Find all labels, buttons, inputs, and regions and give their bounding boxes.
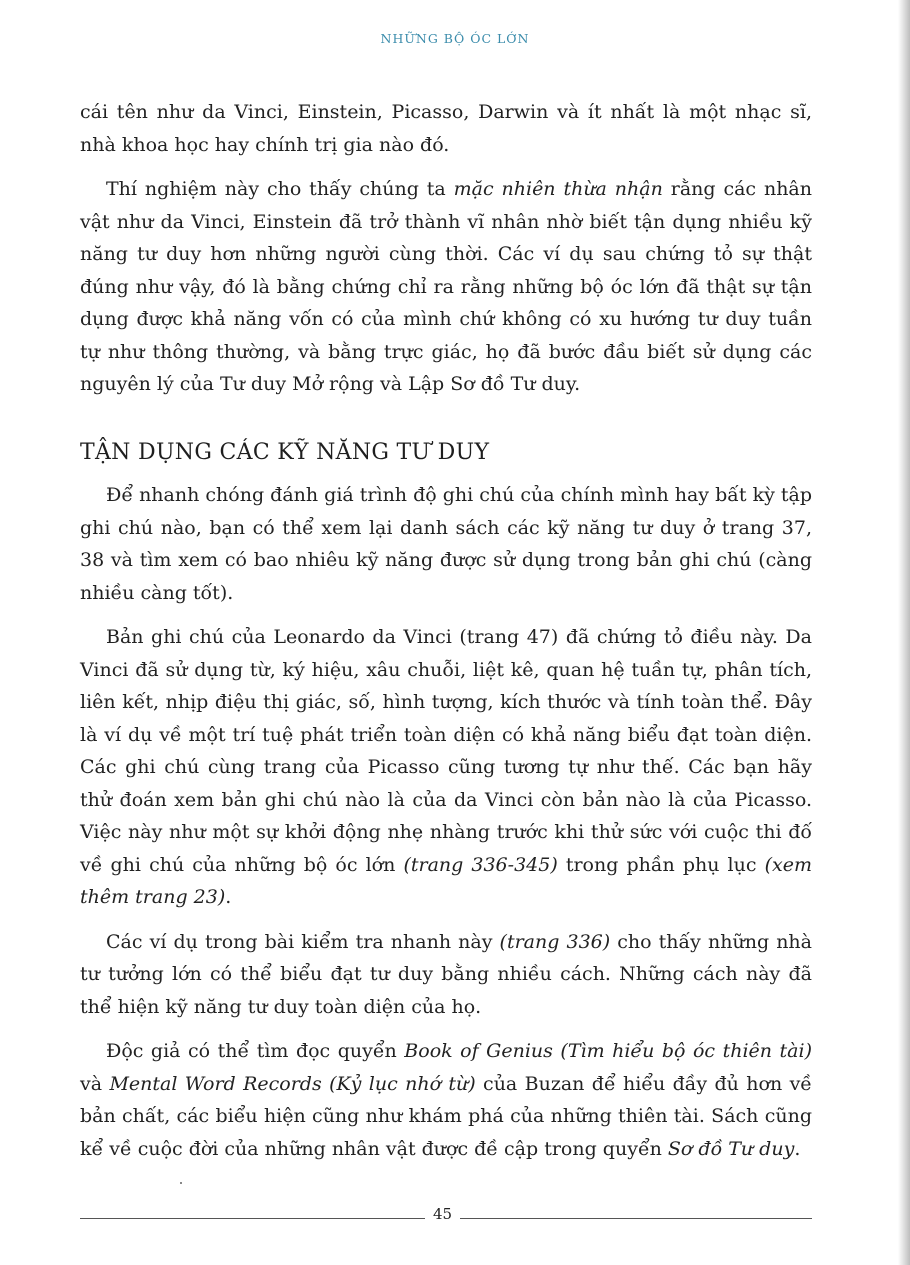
footer-rule-left	[80, 1218, 425, 1219]
book-title: Mental Word Records (Kỷ lục nhớ từ)	[109, 1072, 476, 1095]
page-reference: (xem thêm trang 23)	[80, 853, 812, 908]
page-footer	[80, 1203, 812, 1233]
page-number: 45	[432, 1205, 453, 1223]
page-reference: (trang 336)	[499, 930, 611, 953]
book-title: Book of Genius (Tìm hiểu bộ óc thiên tài)	[404, 1040, 812, 1062]
running-head: NHỮNG BỘ ÓC LỚN	[380, 31, 530, 46]
paragraph-4: Bản ghi chú của Leonardo da Vinci (trang 47) đã chứng tỏ điều này. Da Vinci đã sử dụng từ, ký hiệu, xâu chuỗi, liệt kê, quan hệ tuần tự, phân tích, liên kết, nhịp điệu thị giác, số, hình tượng, kích thước và tính toàn thể. Đây là ví dụ về một trí tuệ phát triển toàn diện có khả năng biểu đạt toàn diện. Các ghi chú cùng trang của Picasso cũng tương tự như thế. Các bạn hãy thử đoán xem bản ghi chú nào là của da Vinci còn bản nào là của Picasso. Việc này như một sự khởi động nhẹ nhàng trước khi thử sức với cuộc thi đố về ghi chú của những bộ óc lớn (trang 336-345) trong phần phụ lục (xem thêm trang 23).	[80, 626, 812, 908]
paragraph-5: Các ví dụ trong bài kiểm tra nhanh này (trang 336) cho thấy những nhà tư tưởng lớn có thể biểu đạt tư duy bằng nhiều cách. Những cách này đã thể hiện kỹ năng tư duy toàn diện của họ.	[80, 930, 812, 1018]
section-heading: TẬN DỤNG CÁC KỸ NĂNG TƯ DUY	[80, 439, 490, 465]
paragraph-1: cái tên như da Vinci, Einstein, Picasso, Darwin và ít nhất là một nhạc sĩ, nhà khoa học hay chính trị gia nào đó.	[80, 101, 812, 156]
page-edge-shadow	[898, 0, 910, 1265]
page-reference: (trang 336-345)	[403, 853, 558, 876]
book-title: Sơ đồ Tư duy	[667, 1137, 795, 1160]
emphasis: mặc nhiên thừa nhận	[453, 178, 663, 200]
paragraph-6: Độc giả có thể tìm đọc quyển Book of Genius (Tìm hiểu bộ óc thiên tài) và Mental Word Records (Kỷ lục nhớ từ) của Buzan để hiểu đầy đủ hơn về bản chất, các biểu hiện cũng như khám phá của những thiên tài. Sách cũng kể về cuộc đời của những nhân vật được đề cập trong quyển Sơ đồ Tư duy.	[80, 1040, 812, 1160]
footer-rule-right	[460, 1218, 812, 1219]
paragraph-2: Thí nghiệm này cho thấy chúng ta mặc nhiên thừa nhận rằng các nhân vật như da Vinci, Einstein đã trở thành vĩ nhân nhờ biết tận dụng nhiều kỹ năng tư duy hơn những người cùng thời. Các ví dụ sau chứng tỏ sự thật đúng như vậy, đó là bằng chứng chỉ ra rằng những bộ óc lớn đã thật sự tận dụng được khả năng vốn có của mình chứ không có xu hướng tư duy tuần tự như thông thường, và bằng trực giác, họ đã bước đầu biết sử dụng các nguyên lý của Tư duy Mở rộng và Lập Sơ đồ Tư duy.	[80, 178, 812, 395]
page-body	[80, 96, 812, 1177]
paragraph-3: Để nhanh chóng đánh giá trình độ ghi chú của chính mình hay bất kỳ tập ghi chú nào, bạn có thể xem lại danh sách các kỹ năng tư duy ở trang 37, 38 và tìm xem có bao nhiêu kỹ năng được sử dụng trong bản ghi chú (càng nhiều càng tốt).	[80, 484, 812, 604]
scan-speck	[180, 1182, 182, 1184]
